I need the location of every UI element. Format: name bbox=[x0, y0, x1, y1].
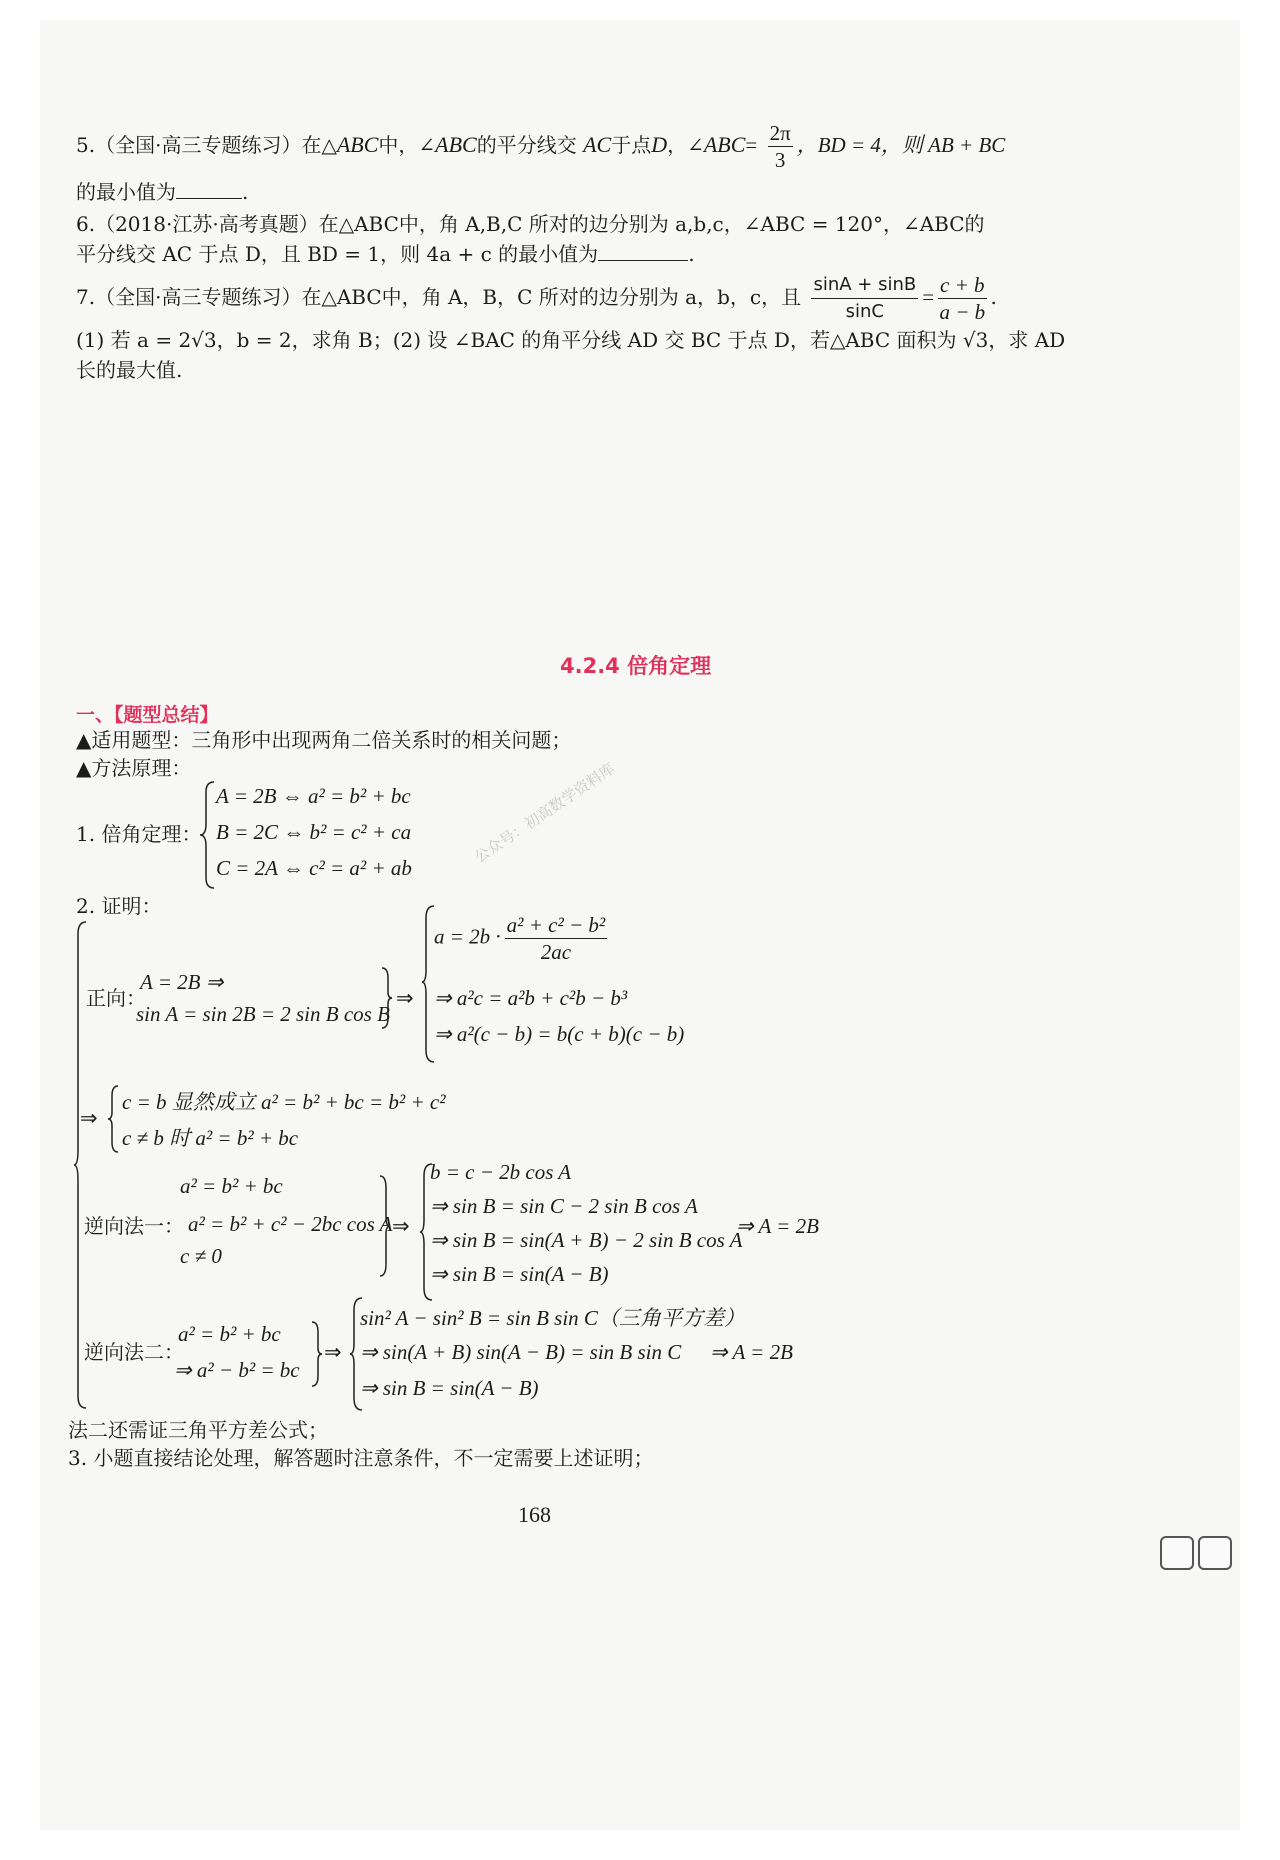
reverse1-label: 逆向法一： bbox=[84, 1214, 184, 1238]
p5-prefix: 5.（全国·高三专题练习）在△ bbox=[76, 133, 337, 157]
problem-6-line-2 bbox=[76, 240, 695, 268]
forward-frac-den: 2ac bbox=[540, 940, 572, 964]
p5-eq: = bbox=[745, 133, 758, 157]
page-number: 168 bbox=[518, 1502, 551, 1527]
case-line-2: c ≠ b 时 a² = b² + bc bbox=[122, 1126, 299, 1150]
p5-tail: ，BD = 4，则 AB + BC bbox=[796, 133, 1006, 157]
answer-blank-6[interactable] bbox=[598, 240, 688, 261]
p5-end: . bbox=[242, 180, 249, 204]
item-1-line-3: C = 2A ⇔ c² = a² + ab bbox=[216, 856, 412, 880]
section-subtitle: 一、【题型总结】 bbox=[76, 704, 219, 726]
reverse2-result-1: sin² A − sin² B = sin B sin C（三角平方差） bbox=[360, 1306, 745, 1330]
p5-d: D bbox=[651, 132, 668, 157]
reverse2-line-2: ⇒ a² − b² = bc bbox=[174, 1358, 300, 1382]
watermark: 公众号：初高数学资料库 bbox=[471, 759, 618, 867]
p5-abc-2: ABC bbox=[435, 132, 477, 157]
p7-line1: 7.（全国·高三专题练习）在△ABC中，角 A，B，C 所对的边分别为 a，b，c，且 bbox=[76, 285, 802, 309]
square-icon[interactable] bbox=[1160, 1536, 1194, 1570]
reverse2-result-3: ⇒ sin B = sin(A − B) bbox=[360, 1376, 539, 1400]
reverse2-label: 逆向法二： bbox=[84, 1340, 184, 1364]
forward-result-fraction bbox=[505, 912, 608, 965]
forward-label: 正向： bbox=[86, 986, 146, 1010]
problem-7-line-1 bbox=[76, 272, 997, 325]
problem-7-line-2 bbox=[76, 326, 1065, 354]
brace-reverse2-close bbox=[310, 1320, 324, 1388]
forward-result-2: ⇒ a²c = a²b + c²b − b³ bbox=[434, 986, 628, 1010]
brace-case bbox=[108, 1084, 120, 1154]
problem-5-line-2 bbox=[76, 178, 248, 206]
reverse1-result-4: ⇒ sin B = sin(A − B) bbox=[430, 1262, 609, 1286]
problem-7-line-3 bbox=[76, 356, 182, 384]
p5-mid3: 于点 bbox=[611, 133, 652, 157]
p7-end: . bbox=[990, 285, 997, 309]
forward-frac-num: a² + c² − b² bbox=[506, 913, 606, 937]
method-principle: ▲方法原理： bbox=[76, 756, 192, 780]
p5-abc-3: ABC bbox=[703, 132, 746, 157]
reverse1-conclusion: ⇒ A = 2B bbox=[736, 1214, 819, 1238]
p6-line2: 平分线交 AC 于点 D，且 BD = 1，则 4a + c 的最小值为 bbox=[76, 242, 599, 266]
answer-blank-5[interactable] bbox=[176, 178, 242, 199]
p5-mid2: 的平分线交 bbox=[476, 133, 577, 157]
brace-forward-close bbox=[380, 966, 394, 1030]
reverse2-line-1: a² = b² + bc bbox=[178, 1322, 281, 1346]
reverse1-line-3: c ≠ 0 bbox=[180, 1244, 222, 1268]
forward-line-2: sin A = sin 2B = 2 sin B cos B bbox=[136, 1002, 390, 1026]
forward-result-3: ⇒ a²(c − b) = b(c + b)(c − b) bbox=[434, 1022, 685, 1046]
p7-frac1-den: sinC bbox=[845, 301, 884, 322]
p6-line1: 6.（2018·江苏·高考真题）在△ABC中，角 A,B,C 所对的边分别为 a,b,c，∠ABC = 120°，∠ABC的 bbox=[76, 212, 985, 236]
method2-note: 法二还需证三角平方差公式； bbox=[68, 1418, 328, 1442]
p6-end: . bbox=[688, 242, 695, 266]
item-3: 3. 小题直接结论处理，解答题时注意条件，不一定需要上述证明； bbox=[68, 1446, 654, 1470]
item-2-label: 2. 证明： bbox=[76, 894, 162, 918]
p7-fraction-right bbox=[938, 272, 987, 325]
reverse1-line-2: a² = b² + c² − 2bc cos A bbox=[188, 1212, 393, 1236]
p5-fraction bbox=[768, 120, 793, 173]
forward-line-1: A = 2B ⇒ bbox=[140, 970, 224, 994]
p7-fraction-left bbox=[811, 272, 918, 325]
p7-frac2-num: c + b bbox=[940, 273, 985, 297]
case-arrow: ⇒ bbox=[80, 1106, 98, 1130]
p5-abc: ABC bbox=[336, 132, 379, 157]
p5-mid1: 中，∠ bbox=[378, 133, 436, 157]
case-line-1: c = b 显然成立 a² = b² + bc = b² + c² bbox=[122, 1090, 446, 1114]
p5-line2: 的最小值为 bbox=[76, 180, 176, 204]
p5-frac-num: 2π bbox=[769, 121, 791, 145]
p5-ac: AC bbox=[583, 132, 612, 157]
item-1-label: 1. 倍角定理： bbox=[76, 822, 202, 846]
brace-reverse1-close bbox=[378, 1174, 392, 1278]
applicable-types: ▲适用题型：三角形中出现两角二倍关系时的相关问题； bbox=[76, 728, 572, 752]
reverse2-result-2: ⇒ sin(A + B) sin(A − B) = sin B sin C bbox=[360, 1340, 682, 1364]
document-page bbox=[40, 20, 1240, 1830]
problem-6-line-1 bbox=[76, 210, 985, 238]
p7-line3: 长的最大值. bbox=[76, 358, 183, 382]
forward-arrow: ⇒ bbox=[396, 986, 414, 1010]
reverse1-result-3: ⇒ sin B = sin(A + B) − 2 sin B cos A bbox=[430, 1228, 743, 1252]
p7-frac1-num: sinA + sinB bbox=[811, 272, 918, 299]
section-title: 4.2.4 倍角定理 bbox=[560, 654, 712, 678]
reverse1-result-2: ⇒ sin B = sin C − 2 sin B cos A bbox=[430, 1194, 698, 1218]
item-1-line-2: B = 2C ⇔ b² = c² + ca bbox=[216, 820, 412, 844]
p5-frac-den: 3 bbox=[774, 148, 786, 172]
p5-angle: ，∠ bbox=[667, 133, 704, 157]
reverse1-line-1: a² = b² + bc bbox=[180, 1174, 283, 1198]
reverse1-arrow: ⇒ bbox=[392, 1214, 410, 1238]
reverse1-result-1: b = c − 2b cos A bbox=[430, 1160, 572, 1184]
square-icon-2[interactable] bbox=[1198, 1536, 1232, 1570]
reverse2-conclusion: ⇒ A = 2B bbox=[710, 1340, 793, 1364]
problem-5-line-1 bbox=[76, 120, 1005, 173]
p7-line2: (1) 若 a = 2√3，b = 2，求角 B；(2) 设 ∠BAC 的角平分线 AD 交 BC 于点 D，若△ABC 面积为 √3，求 AD bbox=[76, 328, 1066, 352]
forward-result-prefix: a = 2b · bbox=[434, 924, 501, 949]
reverse2-arrow: ⇒ bbox=[324, 1340, 342, 1364]
item-1-line-1: A = 2B ⇔ a² = b² + bc bbox=[216, 784, 411, 808]
p7-frac2-den: a − b bbox=[939, 300, 986, 324]
forward-result-1 bbox=[434, 912, 611, 965]
p7-eq: = bbox=[922, 285, 935, 309]
